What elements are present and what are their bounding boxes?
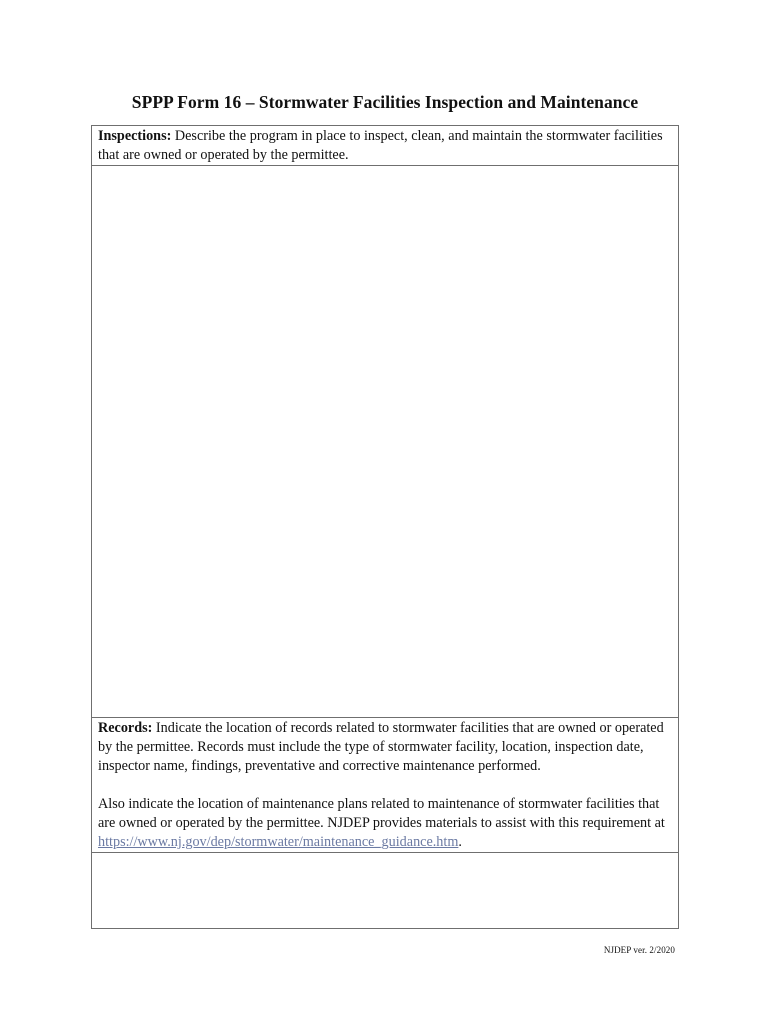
records-paragraph-2 [98, 795, 672, 852]
inspections-prompt [92, 126, 678, 166]
records-instructions: Indicate the location of records related to stormwater facilities that are owned or operated by the permittee. Records must include the type of stormwater facility, location, inspection date, inspector name, findings, preventative and corrective maintenance performed. [98, 720, 664, 774]
inspections-answer-field[interactable] [92, 166, 678, 718]
inspections-instructions: Describe the program in place to inspect, clean, and maintain the stormwater facilities that are owned or operated by the permittee. [98, 128, 663, 163]
records-paragraph-end: . [458, 834, 462, 850]
inspections-label: Inspections: [98, 128, 172, 144]
records-label: Records: [98, 720, 153, 736]
version-footer: NJDEP ver. 2/2020 [603, 945, 675, 955]
maintenance-plans-instructions: Also indicate the location of maintenance plans related to maintenance of stormwater facilities that are owned or operated by the permittee. NJDEP provides materials to assist with this requirement at [98, 796, 665, 831]
page-title: SPPP Form 16 – Stormwater Facilities Inspection and Maintenance [131, 92, 639, 112]
records-prompt [92, 718, 678, 853]
maintenance-guidance-link[interactable]: https://www.nj.gov/dep/stormwater/maintenance_guidance.htm [98, 834, 459, 850]
records-paragraph-1 [98, 719, 672, 776]
records-answer-field[interactable] [92, 853, 678, 928]
form-table [91, 125, 679, 929]
